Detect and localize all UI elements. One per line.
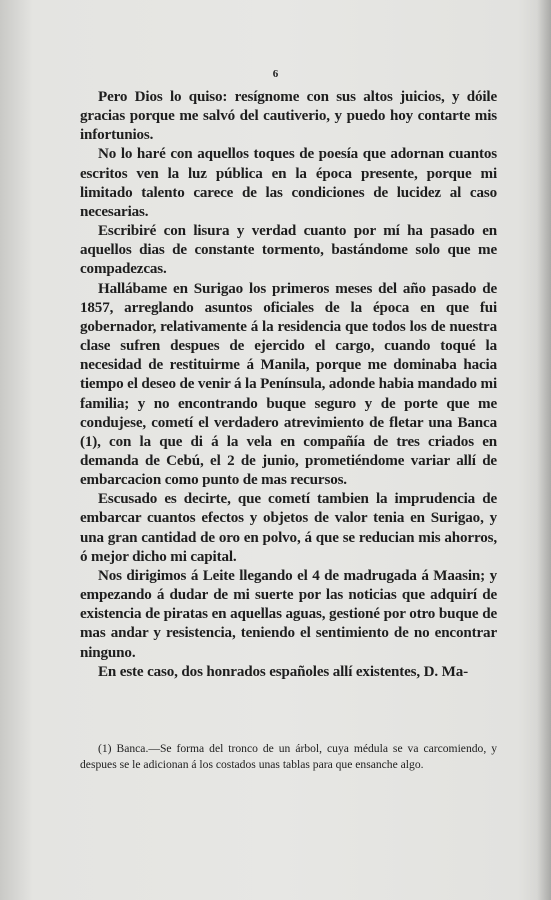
page-edge-shadow	[537, 0, 551, 900]
paragraph-4: Hallábame en Surigao los primeros meses del año pasado de 1857, arreglando asuntos oficiales de la época en que fui gobernador, relativamente á la residencia que todos los de nuestra clase sufren despues de ejercido el cargo, cuando toqué la necesidad de restituirme á Manila, porque me dominaba hacia tiempo el deseo de venir á la Península, adonde habia mandado mi familia; y no encontrando buque seguro y de porte que me condujese, cometí el verdadero atrevimiento de fletar una Banca (1), con la que di á la vela en compañía de tres criados en demanda de Cebú, el 2 de junio, prometiéndome variar allí de embarcacion como punto de mas recursos.	[80, 280, 497, 489]
page-number: 6	[272, 68, 279, 80]
paragraph-7: En este caso, dos honrados españoles allí existentes, D. Ma-	[98, 663, 469, 680]
paragraph-1: Pero Dios lo quiso: resígnome con sus altos juicios, y dóile gracias porque me salvó del cautiverio, y puedo hoy contarte mis infortunios.	[80, 89, 497, 144]
paragraph-6: Nos dirigimos á Leite llegando el 4 de madrugada á Maasin; y empezando á dudar de mi suerte por las noticias que adquirí de existencia de piratas en aquellas aguas, gestioné por otro buque de mas andar y resistencia, teniendo el sentimiento de no encontrar ninguno.	[80, 567, 497, 661]
paragraph-5: Escusado es decirte, que cometí tambien la imprudencia de embarcar cuantos efectos y objetos de valor tenia en Surigao, y una gran cantidad de oro en polvo, á que se reducian mis ahorros, ó mejor dicho mi capital.	[80, 491, 497, 565]
paragraph-3: Escribiré con lisura y verdad cuanto por mí ha pasado en aquellos dias de constante tormento, bastándome solo que me compadezcas.	[80, 223, 497, 278]
footnote: (1) Banca.—Se forma del tronco de un árbol, cuya médula se va carcomiendo, y despues se le adicionan á los costados unas tablas para que ensanche algo.	[80, 742, 497, 771]
body-text	[80, 88, 497, 682]
paragraph-2: No lo haré con aquellos toques de poesía que adornan cuantos escritos ven la luz pública en la época presente, porque mi limitado talento carece de las condiciones de lucidez al caso necesarias.	[80, 146, 497, 220]
